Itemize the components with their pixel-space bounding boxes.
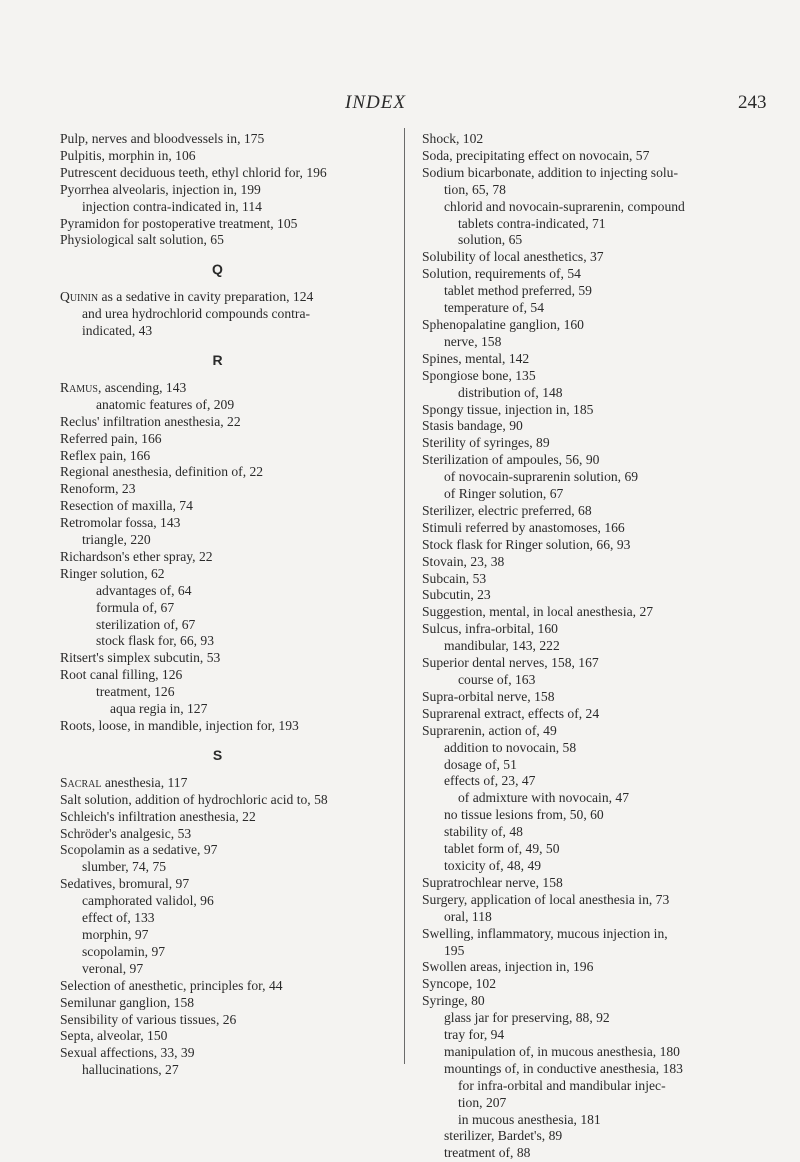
index-column-right xyxy=(422,131,750,1162)
index-entry: Ramus, ascending, 143 xyxy=(60,379,187,395)
index-subentry: tion, 65, 78 xyxy=(444,181,506,197)
index-entry: Referred pain, 166 xyxy=(60,430,162,446)
index-subentry: tablets contra-indicated, 71 xyxy=(458,215,606,231)
index-entry: Sterility of syringes, 89 xyxy=(422,435,550,451)
index-subentry: veronal, 97 xyxy=(82,960,144,976)
index-entry: Pulpitis, morphin in, 106 xyxy=(60,147,196,163)
index-entry: Sensibility of various tissues, 26 xyxy=(60,1011,237,1027)
index-subentry: distribution of, 148 xyxy=(458,384,563,400)
index-subentry: manipulation of, in mucous anesthesia, 180 xyxy=(444,1043,680,1059)
index-entry: Sexual affections, 33, 39 xyxy=(60,1045,195,1061)
index-entry: Sodium bicarbonate, addition to injecting solu- xyxy=(422,164,678,180)
index-entry: Pyramidon for postoperative treatment, 105 xyxy=(60,215,298,231)
index-entry: Stimuli referred by anastomoses, 166 xyxy=(422,519,625,535)
index-entry: Semilunar ganglion, 158 xyxy=(60,994,195,1010)
index-entry: Soda, precipitating effect on novocain, 57 xyxy=(422,147,650,163)
index-entry: Sterilizer, electric preferred, 68 xyxy=(422,502,592,518)
index-subentry: mountings of, in conductive anesthesia, 183 xyxy=(444,1060,683,1076)
index-subentry: oral, 118 xyxy=(444,908,492,924)
index-entry: Septa, alveolar, 150 xyxy=(60,1028,168,1044)
index-entry: Pulp, nerves and bloodvessels in, 175 xyxy=(60,131,265,146)
index-subentry: scopolamin, 97 xyxy=(82,943,166,959)
index-entry: Sulcus, infra-orbital, 160 xyxy=(422,621,558,637)
page-title: INDEX xyxy=(345,92,406,113)
index-entry: Selection of anesthetic, principles for, 44 xyxy=(60,977,283,993)
index-subentry: injection contra-indicated in, 114 xyxy=(82,198,262,214)
index-entry: Retromolar fossa, 143 xyxy=(60,515,181,531)
section-letter: S xyxy=(212,746,223,763)
index-entry: Surgery, application of local anesthesia in, 73 xyxy=(422,891,670,907)
index-entry: Ritsert's simplex subcutin, 53 xyxy=(60,650,221,666)
index-subentry: advantages of, 64 xyxy=(96,582,192,598)
index-subentry: effect of, 133 xyxy=(82,910,155,926)
index-subentry: stability of, 48 xyxy=(444,824,523,840)
index-subentry: glass jar for preserving, 88, 92 xyxy=(444,1010,610,1026)
index-column-left xyxy=(60,131,375,1079)
index-subentry: anatomic features of, 209 xyxy=(96,396,235,412)
index-subentry: formula of, 67 xyxy=(96,599,175,615)
index-entry: Ringer solution, 62 xyxy=(60,565,165,581)
index-subentry: camphorated validol, 96 xyxy=(82,893,214,909)
index-entry: Sphenopalatine ganglion, 160 xyxy=(422,316,584,332)
index-subentry: and urea hydrochlorid compounds contra- xyxy=(82,306,311,322)
index-entry: Syncope, 102 xyxy=(422,976,497,992)
index-entry: Swelling, inflammatory, mucous injection in, xyxy=(422,925,668,941)
index-entry: Suprarenal extract, effects of, 24 xyxy=(422,705,600,721)
index-entry: Shock, 102 xyxy=(422,131,484,146)
index-subentry: 195 xyxy=(444,942,465,958)
index-subentry: effects of, 23, 47 xyxy=(444,773,536,789)
index-subentry: tray for, 94 xyxy=(444,1027,505,1043)
index-entry: Solution, requirements of, 54 xyxy=(422,266,581,282)
index-subentry: stock flask for, 66, 93 xyxy=(96,633,215,649)
index-subentry: in mucous anesthesia, 181 xyxy=(458,1111,601,1127)
index-entry: Solubility of local anesthetics, 37 xyxy=(422,249,604,265)
index-entry: Spongiose bone, 135 xyxy=(422,367,536,383)
index-entry: Sedatives, bromural, 97 xyxy=(60,876,190,892)
index-subentry: for infra-orbital and mandibular injec- xyxy=(458,1077,666,1093)
index-subentry: of admixture with novocain, 47 xyxy=(458,790,630,806)
index-entry: Renoform, 23 xyxy=(60,481,136,497)
section-letter: Q xyxy=(212,261,223,278)
index-entry: Supratrochlear nerve, 158 xyxy=(422,874,563,890)
index-subentry: morphin, 97 xyxy=(82,926,149,942)
index-entry: Syringe, 80 xyxy=(422,993,485,1009)
index-subentry: aqua regia in, 127 xyxy=(110,701,208,717)
index-subentry: slumber, 74, 75 xyxy=(82,859,167,875)
index-entry: Richardson's ether spray, 22 xyxy=(60,548,213,564)
index-subentry: temperature of, 54 xyxy=(444,300,545,316)
index-subentry: solution, 65 xyxy=(458,232,523,248)
index-entry: Regional anesthesia, definition of, 22 xyxy=(60,464,264,480)
index-subentry: hallucinations, 27 xyxy=(82,1062,179,1078)
page-number: 243 xyxy=(738,92,767,113)
index-entry: Sterilization of ampoules, 56, 90 xyxy=(422,452,600,468)
index-subentry: no tissue lesions from, 50, 60 xyxy=(444,807,604,823)
index-subentry: addition to novocain, 58 xyxy=(444,739,577,755)
index-entry: Stock flask for Ringer solution, 66, 93 xyxy=(422,536,631,552)
index-subentry: course of, 163 xyxy=(458,672,536,687)
index-subentry: of novocain-suprarenin solution, 69 xyxy=(444,469,639,485)
index-entry: Superior dental nerves, 158, 167 xyxy=(422,655,599,671)
index-entry: Swollen areas, injection in, 196 xyxy=(422,959,594,975)
index-entry: Sacral anesthesia, 117 xyxy=(60,774,188,790)
index-entry: Spines, mental, 142 xyxy=(422,350,530,366)
index-entry: Supra-orbital nerve, 158 xyxy=(422,688,555,704)
index-entry: Physiological salt solution, 65 xyxy=(60,232,224,248)
index-entry: Salt solution, addition of hydrochloric acid to, 58 xyxy=(60,791,328,807)
index-subentry: tablet method preferred, 59 xyxy=(444,283,592,299)
index-subentry: sterilization of, 67 xyxy=(96,616,196,632)
index-entry: Resection of maxilla, 74 xyxy=(60,498,193,514)
index-subentry: of Ringer solution, 67 xyxy=(444,486,564,502)
index-entry: Spongy tissue, injection in, 185 xyxy=(422,401,594,417)
index-subentry: treatment, 126 xyxy=(96,684,175,700)
index-entry: Root canal filling, 126 xyxy=(60,667,183,683)
column-divider xyxy=(404,128,405,1064)
index-subentry: toxicity of, 48, 49 xyxy=(444,857,542,873)
section-letter: R xyxy=(212,351,223,368)
index-subentry: nerve, 158 xyxy=(444,333,502,349)
index-entry: Putrescent deciduous teeth, ethyl chlorid for, 196 xyxy=(60,164,327,180)
index-entry: Quinin as a sedative in cavity preparation, 124 xyxy=(60,289,314,305)
index-subentry: mandibular, 143, 222 xyxy=(444,638,560,654)
index-subentry: chlorid and novocain-suprarenin, compound xyxy=(444,198,685,214)
index-subentry: sterilizer, Bardet's, 89 xyxy=(444,1128,563,1144)
index-subentry: tablet form of, 49, 50 xyxy=(444,841,560,857)
index-entry: Suggestion, mental, in local anesthesia, 27 xyxy=(422,604,654,620)
index-entry: Subcutin, 23 xyxy=(422,587,491,603)
index-entry: Stovain, 23, 38 xyxy=(422,553,505,569)
index-entry: Reclus' infiltration anesthesia, 22 xyxy=(60,413,241,429)
index-subentry: tion, 207 xyxy=(458,1094,507,1110)
index-subentry: treatment of, 88 xyxy=(444,1145,531,1161)
index-entry: Subcain, 53 xyxy=(422,570,487,586)
index-entry: Schleich's infiltration anesthesia, 22 xyxy=(60,808,256,824)
page-header xyxy=(0,92,800,116)
index-subentry: indicated, 43 xyxy=(82,323,153,339)
index-entry: Schröder's analgesic, 53 xyxy=(60,825,192,841)
index-entry: Pyorrhea alveolaris, injection in, 199 xyxy=(60,181,261,197)
index-subentry: triangle, 220 xyxy=(82,532,151,548)
index-subentry: dosage of, 51 xyxy=(444,756,517,772)
index-entry: Reflex pain, 166 xyxy=(60,447,151,463)
index-entry: Stasis bandage, 90 xyxy=(422,418,523,434)
index-entry: Roots, loose, in mandible, injection for, 193 xyxy=(60,718,299,733)
index-entry: Scopolamin as a sedative, 97 xyxy=(60,842,218,858)
index-entry: Suprarenin, action of, 49 xyxy=(422,722,557,738)
